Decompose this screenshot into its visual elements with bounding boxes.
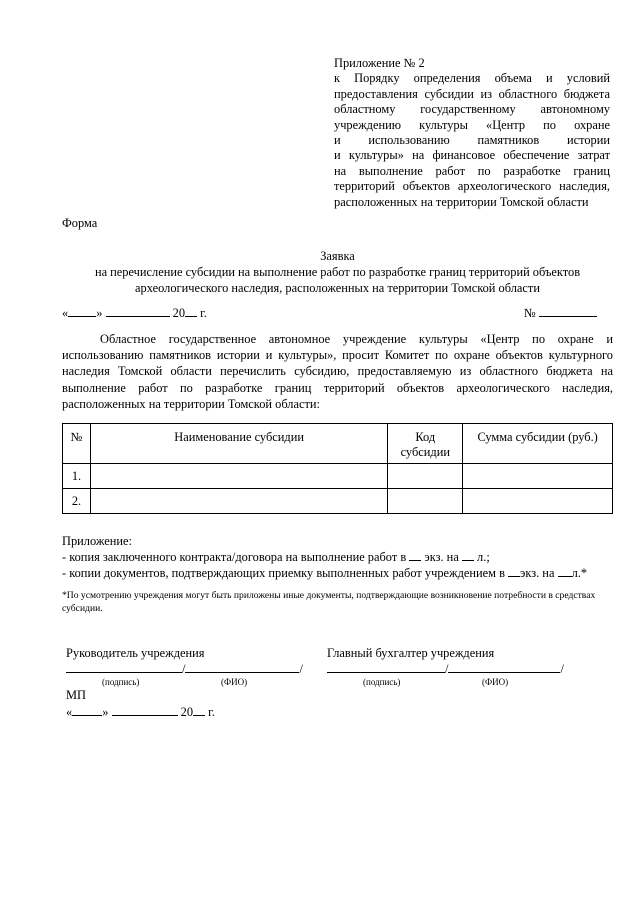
- request-title: Заявка: [320, 249, 355, 263]
- sheets-blank[interactable]: [558, 575, 572, 577]
- annex-line: территорий объектов археологического наследия,: [334, 179, 610, 194]
- month-blank[interactable]: [112, 714, 178, 716]
- head-title: Руководитель учреждения: [66, 646, 205, 660]
- head-signature-caption: (подпись): [102, 677, 140, 687]
- sheets-label: л.;: [477, 550, 490, 565]
- signature-date-line: [66, 705, 215, 720]
- slash: /: [445, 662, 449, 676]
- row-num: 2.: [63, 489, 91, 514]
- year-suffix: г.: [200, 306, 207, 320]
- year-suffix: г.: [208, 705, 215, 719]
- quote-open: «: [62, 306, 69, 320]
- year-prefix: 20: [180, 705, 194, 719]
- attachment-item-2: [62, 565, 622, 581]
- annex-title: Приложение № 2: [334, 56, 425, 70]
- slash: /: [560, 662, 564, 676]
- accountant-name-caption: (ФИО): [482, 677, 509, 687]
- attachment-item-1: [62, 549, 622, 565]
- month-blank[interactable]: [106, 315, 170, 317]
- copies-label: экз. на: [424, 550, 459, 565]
- slash: /: [182, 662, 186, 676]
- quote-close: »: [96, 306, 103, 320]
- request-subtitle-line1: на перечисление субсидии на выполнение работ по разработке границ территорий объектов: [94, 265, 581, 279]
- request-subtitle-line2: археологического наследия, расположенных на территории Томской области: [135, 281, 540, 295]
- accountant-title: Главный бухгалтер учреждения: [327, 646, 495, 660]
- row-code-cell[interactable]: [388, 489, 463, 514]
- year-blank[interactable]: [193, 714, 205, 716]
- day-blank[interactable]: [72, 714, 102, 716]
- accountant-signature-line: [327, 662, 564, 677]
- day-blank[interactable]: [68, 315, 96, 317]
- sheets-label: л.*: [571, 566, 588, 581]
- number-sign: №: [524, 306, 536, 320]
- annex-line: к Порядку определения объема и условий: [334, 71, 610, 86]
- table-header-row: [63, 424, 613, 464]
- request-title-block: [62, 248, 613, 296]
- attachment-item-2-text: - копии документов, подтверждающих приемку выполненных работ учреждением в: [62, 566, 505, 581]
- row-name-cell[interactable]: [90, 489, 387, 514]
- attachments-title: Приложение:: [62, 534, 132, 548]
- year-prefix: 20: [172, 306, 186, 320]
- header-name: Наименование субсидии: [90, 424, 387, 464]
- quote-open: «: [66, 705, 73, 719]
- table-row: [63, 489, 613, 514]
- copies-blank[interactable]: [409, 559, 421, 561]
- annex-line: предоставления субсидии из областного бюджета: [334, 86, 610, 101]
- table-row: [63, 464, 613, 489]
- attachment-item-1-text: - копия заключенного контракта/договора на выполнение работ в: [62, 550, 407, 565]
- accountant-signature-caption: (подпись): [363, 677, 401, 687]
- annex-line: учреждению культуры «Центр по охране: [334, 117, 610, 132]
- stamp-label: МП: [66, 688, 86, 702]
- annex-line: и использованию памятников истории: [334, 133, 610, 148]
- annex-line: расположенных на территории Томской области: [334, 194, 589, 209]
- annex-line: и культуры» на финансовое обеспечение затрат: [334, 148, 610, 163]
- row-name-cell[interactable]: [90, 464, 387, 489]
- attachments-block: [62, 533, 622, 582]
- copies-blank[interactable]: [508, 575, 520, 577]
- year-blank[interactable]: [185, 315, 197, 317]
- accountant-name-blank[interactable]: [448, 671, 560, 673]
- header-code: Код субсидии: [388, 424, 463, 464]
- slash: /: [299, 662, 303, 676]
- annex-line: на выполнение работ по разработке границ: [334, 163, 610, 178]
- form-label: Форма: [62, 216, 98, 230]
- head-signature-blank[interactable]: [66, 671, 182, 673]
- head-name-caption: (ФИО): [221, 677, 248, 687]
- subsidy-table: [62, 423, 613, 514]
- annex-line: областному государственному автономному: [334, 102, 610, 117]
- header-num: №: [63, 424, 91, 464]
- number-blank[interactable]: [539, 315, 597, 317]
- annex-block: [334, 56, 610, 210]
- body-paragraph: Областное государственное автономное учреждение культуры «Центр по охране и использованию памятников истории и культуры», просит Комитет по охране объектов культурного наследия Томской области перечислить субсидию, предоставляемую из областного бюджета на выполнение работ по разработке границ территорий объектов археологического наследия, расположенных на территории Томской области:: [62, 332, 613, 411]
- row-code-cell[interactable]: [388, 464, 463, 489]
- head-signature-line: [66, 662, 303, 677]
- number-field: [524, 306, 597, 321]
- footnote: *По усмотрению учреждения могут быть приложены иные документы, подтверждающие возникновение потребности в средствах субсидии.: [62, 590, 596, 614]
- accountant-signature-blank[interactable]: [327, 671, 445, 673]
- head-name-blank[interactable]: [185, 671, 299, 673]
- date-line: [62, 306, 207, 321]
- row-amount-cell[interactable]: [463, 464, 613, 489]
- sheets-blank[interactable]: [462, 559, 474, 561]
- row-amount-cell[interactable]: [463, 489, 613, 514]
- quote-close: »: [102, 705, 109, 719]
- copies-label: экз. на: [520, 566, 555, 581]
- row-num: 1.: [63, 464, 91, 489]
- header-amount: Сумма субсидии (руб.): [463, 424, 613, 464]
